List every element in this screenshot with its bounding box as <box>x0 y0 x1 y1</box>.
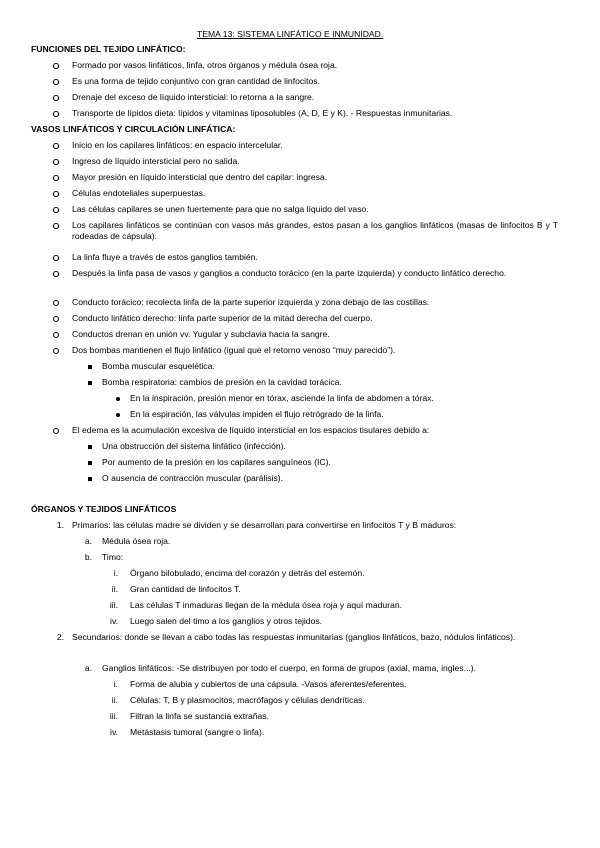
sub-sub-list-item: Células: T, B y plasmocitos, macrófagos y células dendríticas. <box>130 695 365 705</box>
sub-sub-list-item: En la espiración, las válvulas impiden el flujo retrógrado de la linfa. <box>130 409 384 419</box>
sub-sub-list-item: Filtran la linfa se sustancia extrañas. <box>130 711 269 721</box>
circle-bullet <box>53 175 59 181</box>
sub-list-item: Bomba muscular esquelética. <box>102 361 215 371</box>
circle-bullet <box>53 63 59 69</box>
circle-bullet <box>53 316 59 322</box>
list-item: La linfa fluye a través de estos ganglios también. <box>72 252 258 262</box>
circle-bullet <box>53 79 59 85</box>
square-bullet <box>88 381 92 385</box>
list-letter: b. <box>84 552 92 562</box>
list-item: Transporte de lípidos dieta: lípidos y vitaminas liposolubles (A, D, E y K). - Respuestas inmunitarias. <box>72 108 453 118</box>
list-number: 2. <box>56 632 64 642</box>
circle-bullet <box>53 332 59 338</box>
list-item: Después la linfa pasa de vasos y ganglios a conducto torácico (en la parte izquierda) y conducto linfático derecho. <box>72 268 507 278</box>
list-roman: ii. <box>111 584 118 594</box>
sub-sub-list-item: En la inspiración, presión menor en tórax, asciende la linfa de abdomen a tórax. <box>130 393 434 403</box>
list-roman: i. <box>113 679 118 689</box>
square-bullet <box>88 445 92 449</box>
circle-bullet <box>53 300 59 306</box>
sub-list-item: Médula ósea roja. <box>102 536 171 546</box>
square-bullet <box>88 365 92 369</box>
list-item: Mayor presión en líquido intersticial que dentro del capilar: ingresa. <box>72 172 328 182</box>
square-bullet <box>88 477 92 481</box>
dot-bullet <box>116 413 120 417</box>
list-letter: a. <box>84 663 92 673</box>
sub-sub-list-item: Las células T inmaduras llegan de la médula ósea roja y aquí maduran. <box>130 600 402 610</box>
list-item: Los capilares linfáticos se continúan con vasos más grandes, estos pasan a los ganglios linfáticos (masas de linfocitos B y T rodeadas de cápsula). <box>72 220 558 241</box>
sub-list-item: Una obstrucción del sistema linfático (infección). <box>102 441 286 451</box>
sub-sub-list-item: Metástasis tumoral (sangre o linfa). <box>130 727 265 737</box>
list-item: Drenaje del exceso de líquido intersticial: lo retorna a la sangre. <box>72 92 315 102</box>
list-roman: iii. <box>109 600 118 610</box>
circle-bullet <box>53 191 59 197</box>
sub-sub-list-item: Órgano bilobulado, encima del corazón y detrás del esternón. <box>130 568 365 578</box>
list-roman: iv. <box>110 727 118 737</box>
section-heading-vasos: VASOS LINFÁTICOS Y CIRCULACIÓN LINFÁTICA: <box>31 124 236 134</box>
list-item: Conductos drenan en unión vv. Yugular y subclavia hacia la sangre. <box>72 329 330 339</box>
circle-bullet <box>53 143 59 149</box>
sub-list-item: Bomba respiratoria: cambios de presión en la cavidad torácica. <box>102 377 342 387</box>
list-roman: ii. <box>111 695 118 705</box>
circle-bullet <box>53 255 59 261</box>
sub-list-item: Ganglios linfáticos: -Se distribuyen por todo el cuerpo, en forma de grupos (axial, mama, ingles...). <box>102 663 477 673</box>
list-item: Dos bombas mantienen el flujo linfático (igual que el retorno venoso “muy parecido”). <box>72 345 396 355</box>
list-item: Conducto torácico: recolecta linfa de la parte superior izquierda y zona debajo de las costillas. <box>72 297 430 307</box>
circle-bullet <box>53 223 59 229</box>
circle-bullet <box>53 95 59 101</box>
list-letter: a. <box>84 536 92 546</box>
square-bullet <box>88 461 92 465</box>
list-roman: iii. <box>109 711 118 721</box>
circle-bullet <box>53 348 59 354</box>
list-item: Es una forma de tejido conjuntivo con gran cantidad de linfocitos. <box>72 76 320 86</box>
list-item: Ingreso de líquido intersticial pero no salida. <box>72 156 240 166</box>
page-title: TEMA 13: SISTEMA LINFÁTICO E INMUNIDAD. <box>197 29 384 39</box>
list-item-primarios: Primarios: las células madre se dividen y se desarrollan para convertirse en linfocitos T y B maduros: <box>72 520 457 530</box>
list-item-secundarios: Secundarios: donde se llevan a cabo todas las respuestas inmunitarias (ganglios linfáticos, bazo, nódulos linfáticos). <box>72 632 516 642</box>
list-item: Inicio en los capilares linfáticos: en espacio intercelular. <box>72 140 283 150</box>
section-heading-funciones: FUNCIONES DEL TEJIDO LINFÁTICO: <box>31 44 186 54</box>
sub-list-item: O ausencia de contracción muscular (parálisis). <box>102 473 284 483</box>
circle-bullet <box>53 207 59 213</box>
section-heading-organos: ÓRGANOS Y TEJIDOS LINFÁTICOS <box>31 504 177 514</box>
list-item: El edema es la acumulación excesiva de líquido intersticial en los espacios tisulares debido a: <box>72 425 430 435</box>
circle-bullet <box>53 271 59 277</box>
dot-bullet <box>116 397 120 401</box>
sub-list-item: Timo: <box>102 552 124 562</box>
circle-bullet <box>53 159 59 165</box>
sub-sub-list-item: Gran cantidad de linfocitos T. <box>130 584 241 594</box>
list-number: 1. <box>56 520 64 530</box>
circle-bullet <box>53 111 59 117</box>
circle-bullet <box>53 428 59 434</box>
list-roman: iv. <box>110 616 118 626</box>
sub-sub-list-item: Forma de alubia y cubiertos de una cápsula. -Vasos aferentes/eferentes. <box>130 679 407 689</box>
list-item: Células endoteliales superpuestas. <box>72 188 206 198</box>
list-roman: i. <box>113 568 118 578</box>
sub-list-item: Por aumento de la presión en los capilares sanguíneos (IC). <box>102 457 331 467</box>
sub-sub-list-item: Luego salen del timo a los ganglios y otros tejidos. <box>130 616 323 626</box>
list-item: Formado por vasos linfáticos, linfa, otros órganos y médula ósea roja. <box>72 60 338 70</box>
list-item: Las células capilares se unen fuertemente para que no salga líquido del vaso. <box>72 204 369 214</box>
list-item: Conducto linfático derecho: linfa parte superior de la mitad derecha del cuerpo. <box>72 313 373 323</box>
